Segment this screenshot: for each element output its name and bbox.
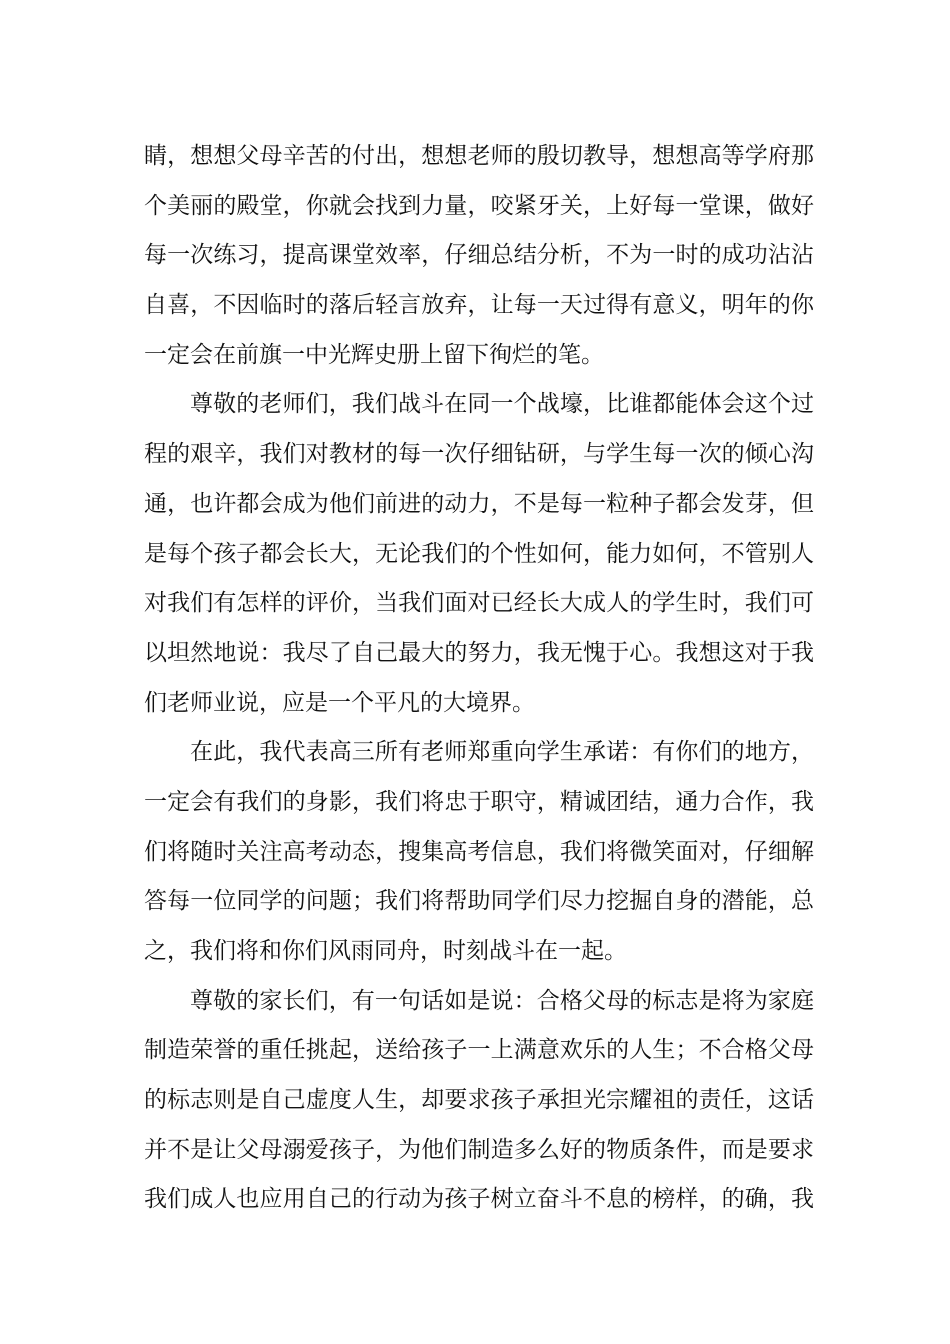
text-line: 对我们有怎样的评价，当我们面对已经长大成人的学生时，我们可 [144,590,814,617]
text-line: 一定会有我们的身影，我们将忠于职守，精诚团结，通力合作，我 [144,788,814,815]
paragraph-4 [144,977,814,1225]
text-line: 制造荣誉的重任挑起，送给孩子一上满意欢乐的人生；不合格父母 [144,1037,814,1064]
paragraph-1 [144,132,814,380]
text-line: 们老师业说，应是一个平凡的大境界。 [144,689,535,716]
text-line: 尊敬的家长们，有一句话如是说：合格父母的标志是将为家庭 [190,987,814,1014]
text-line: 每一次练习，提高课堂效率，仔细总结分析，不为一时的成功沾沾 [144,242,814,269]
text-line: 程的艰辛，我们对教材的每一次仔细钻研，与学生每一次的倾心沟 [144,441,814,468]
text-line: 自喜，不因临时的落后轻言放弃，让每一天过得有意义，明年的你 [144,292,814,319]
text-line: 是每个孩子都会长大，无论我们的个性如何，能力如何，不管别人 [144,540,814,567]
text-line: 个美丽的殿堂，你就会找到力量，咬紧牙关，上好每一堂课，做好 [144,192,814,219]
text-line: 之，我们将和你们风雨同舟，时刻战斗在一起。 [144,938,627,964]
body-text [144,132,814,1225]
paragraph-2 [144,380,814,728]
text-line: 的标志则是自己虚度人生，却要求孩子承担光宗耀祖的责任，这话 [144,1087,814,1114]
text-line: 通，也许都会成为他们前进的动力，不是每一粒种子都会发芽，但 [144,490,814,517]
text-line: 们将随时关注高考动态，搜集高考信息，我们将微笑面对，仔细解 [144,838,814,865]
text-line: 答每一位同学的问题；我们将帮助同学们尽力挖掘自身的潜能，总 [144,888,814,915]
text-line: 一定会在前旗一中光辉史册上留下徇烂的笔。 [144,341,604,368]
text-line: 并不是让父母溺爱孩子，为他们制造多么好的物质条件，而是要求 [144,1136,814,1163]
text-line: 在此，我代表高三所有老师郑重向学生承诺：有你们的地方， [190,739,814,766]
text-line: 尊敬的老师们，我们战斗在同一个战壕，比谁都能体会这个过 [190,391,814,418]
text-line: 睛，想想父母辛苦的付出，想想老师的殷切教导，想想高等学府那 [144,143,814,169]
text-line: 我们成人也应用自己的行动为孩子树立奋斗不息的榜样，的确，我 [144,1186,814,1213]
text-line: 以坦然地说：我尽了自己最大的努力，我无愧于心。我想这对于我 [144,639,814,666]
paragraph-3 [144,728,814,976]
